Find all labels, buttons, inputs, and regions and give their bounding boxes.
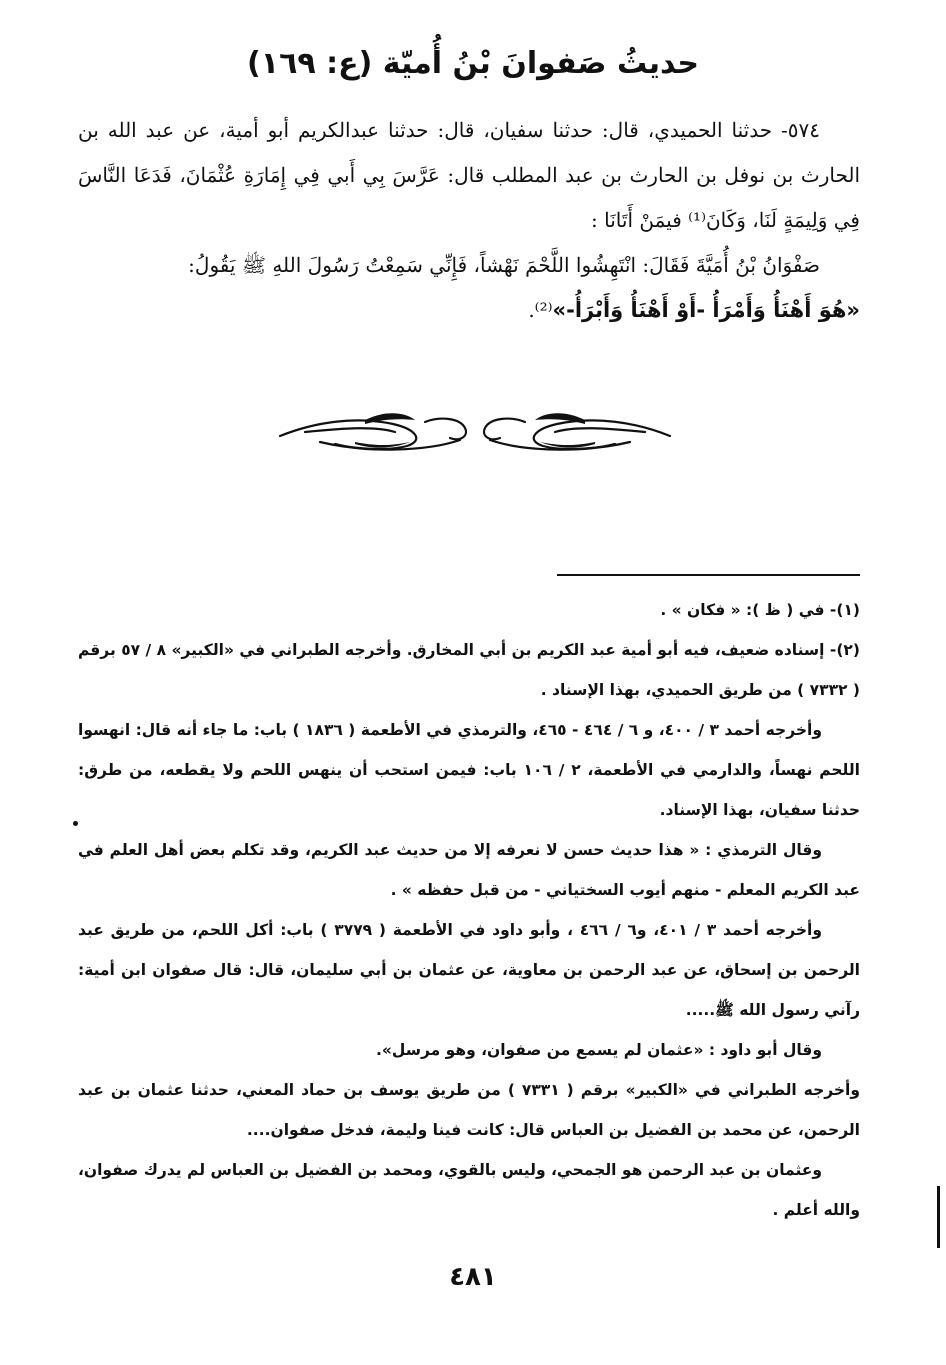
footnote-paragraph-4: وقال الترمذي : « هذا حديث حسن لا نعرفه إلا من حديث عبد الكريم، وقد تكلم بعض أهل العلم في عبد الكريم المعلم - منهم أيوب السختياني - من قبل حفظه » . <box>78 841 860 899</box>
footnote-paragraph-6: وقال أبو داود : «عثمان لم يسمع من صفوان، وهو مرسل». <box>376 1041 822 1059</box>
page-number: ٤٨١ <box>449 1262 497 1292</box>
footnote-separator <box>557 574 860 576</box>
hadith-text <box>78 108 860 333</box>
footnote-paragraph-7: وأخرجه الطبراني في «الكبير» برقم ( ٧٣٣١ ) من طريق يوسف بن حماد المعني، حدثنا عثمان بن عبد الرحمن، عن محمد بن الفضيل بن العباس قال: كانت فينا وليمة، فدخل صفوان.... <box>78 1081 861 1139</box>
hadith-paragraph-1: ٥٧٤- حدثنا الحميدي، قال: حدثنا سفيان، قال: حدثنا عبدالكريم أبو أمية، عن عبد الله بن الحارث بن نوفل بن الحارث بن عبد المطلب قال: عَرَّسَ بِي أَبي فِي إِمَارَةِ عُثْمَانَ، فَدَعَا النَّاسَ فِي وَلِيمَةٍ لَنَا، وَكَانَ⁽¹⁾ فيمَنْ أَتَانَا : <box>78 118 860 232</box>
footnote-marker-2: ⁽²⁾. <box>528 298 553 322</box>
hadith-title: حديثُ صَفوانَ بْنُ أُميّة (ع: ١٦٩) <box>247 46 699 81</box>
footnote-paragraph-5: وأخرجه أحمد ٣ / ٤٠١، و٦ / ٤٦٦ ، وأبو داود في الأطعمة ( ٣٧٧٩ ) باب: أكل اللحم، من طريق عبد الرحمن بن إسحاق، عن عبد الرحمن بن معاوية، عن عثمان بن أبي سليمان، قال: قال صفوان ابن أمية: رآني رسول الله ﷺ..... <box>78 921 860 1019</box>
ornament-divider-icon <box>275 402 675 462</box>
hadith-paragraph-3 <box>78 288 860 333</box>
hadith-quote: «هُوَ أَهْنَأُ وَأَمْرَأُ -أَوْ أَهْنَأُ وَأَبْرَأُ-» <box>552 298 860 322</box>
scan-edge-line <box>937 1186 940 1248</box>
footnote-paragraph-3: وأخرجه أحمد ٣ / ٤٠٠، و ٦ / ٤٦٤ - ٤٦٥، والترمذي في الأطعمة ( ١٨٣٦ ) باب: ما جاء أنه قال: انهسوا اللحم نهساً، والدارمي في الأطعمة، ٢ / ١٠٦ باب: فيمن استحب أن ينهس اللحم ولا يقطعه، من طرق: حدثنا سفيان، بهذا الإسناد. <box>78 721 860 819</box>
footnote-2: (٢)- إسناده ضعيف، فيه أبو أمية عبد الكريم بن أبي المخارق. وأخرجه الطبراني في «الكبير» ٨ / ٥٧ برقم ( ٧٣٣٢ ) من طريق الحميدي، بهذا الإسناد . <box>78 641 860 699</box>
footnote-1: (١)- في ( ظ ): « فكان » . <box>660 601 860 619</box>
stray-dot <box>73 821 78 826</box>
footnotes <box>78 590 860 1230</box>
footnote-paragraph-8: وعثمان بن عبد الرحمن هو الجمحي، وليس بالقوي، ومحمد بن الفضيل بن العباس لم يدرك صفوان، والله أعلم . <box>78 1161 860 1219</box>
hadith-paragraph-2: صَفْوَانُ بْنُ أُمَيَّةَ فَقَالَ: انْتَهِشُوا اللَّحْمَ نَهْشاً، فَإِنِّي سَمِعْتُ رَسُولَ اللهِ ﷺ يَقُولُ: <box>188 253 820 277</box>
